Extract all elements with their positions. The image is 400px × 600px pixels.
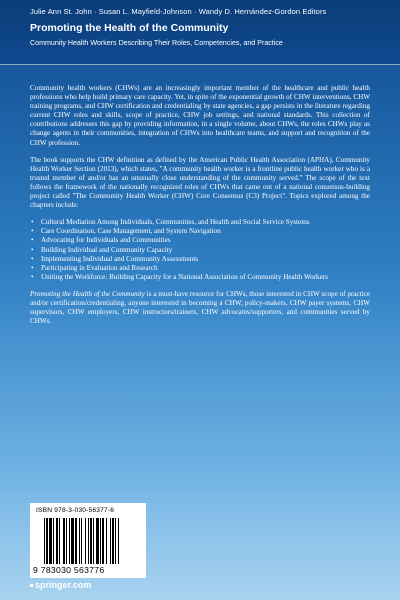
editors-line: Julie Ann St. John · Susan L. Mayfield-Johnson · Wandy D. Hernández-Gordon Editors [30,7,327,16]
topic-item: • Uniting the Workforce: Building Capacity for a National Association of Community Health Workers [30,273,370,282]
blurb-paragraph-1: Community health workers (CHWs) are an increasingly important member of the healthcare and public health professions who help build primary care capacity. Yet, in spite of the exponential growth of CHW interventions, CHW training programs, and CHW certification and credentialing by state agencies, a gap persists in the literature regarding current CHW roles and skills, scope of practice, CHW job settings, and national standards. This collection of contributions addresses this gap by providing information, in a single volume, about CHWs, the roles CHWs play as change agents in their communities, integration of CHWs into healthcare teams, and support and recognition of the CHW profession. [30,84,370,147]
barcode-box [30,503,146,578]
topic-item: • Building Individual and Community Capacity [30,246,370,255]
website-label: springer.com [35,580,92,590]
blurb-paragraph-2: The book supports the CHW definition as defined by the American Public Health Association (APHA), Community Health Worker Section (2013), which states, "A community health worker is a frontline public health worker who is a trusted member of and/or has an unusually close understanding of the community served." The scope of the text follows the framework of the nationally recognized roles of CHWs that came out of a national consensus-building project called "The Community Health Worker (CHW) Core Consensus (C3) Project". Topics explored among the chapters include: [30,155,370,210]
barcode-digits: 9 783030 563776 [33,565,105,575]
barcode-icon [44,518,136,564]
topic-item: • Cultural Mediation Among Individuals, Communities, and Health and Social Service Systems [30,218,370,227]
book-title: Promoting the Health of the Community [30,22,229,34]
springer-website[interactable] [30,580,92,590]
blurb-paragraph-3 [30,290,370,326]
topic-item: • Participating in Evaluation and Research [30,264,370,273]
closing-book-title: Promoting the Health of the Community [30,289,145,298]
topic-list [30,218,370,282]
blurb-text [30,84,370,334]
topic-item: • Implementing Individual and Community Assessments [30,255,370,264]
bullet-icon [30,584,33,587]
book-subtitle: Community Health Workers Describing Their Roles, Competencies, and Practice [30,39,283,47]
header-band [0,0,400,65]
isbn-label: ISBN 978-3-030-56377-6 [36,507,115,514]
topic-item: • Advocating for Individuals and Communities [30,236,370,245]
topic-item: • Care Coordination, Case Management, and System Navigation [30,227,370,236]
closing-text: is a must-have resource for CHWs, those interested in CHW scope of practice and/or certification/credentialing, anyone interested in becoming a CHW, policy-makers, CHW payer systems, CHW supervisors, CHW employers, CHW instructors/trainers, CHW advocates/supporters, and communities served by CHWs. [30,289,370,326]
